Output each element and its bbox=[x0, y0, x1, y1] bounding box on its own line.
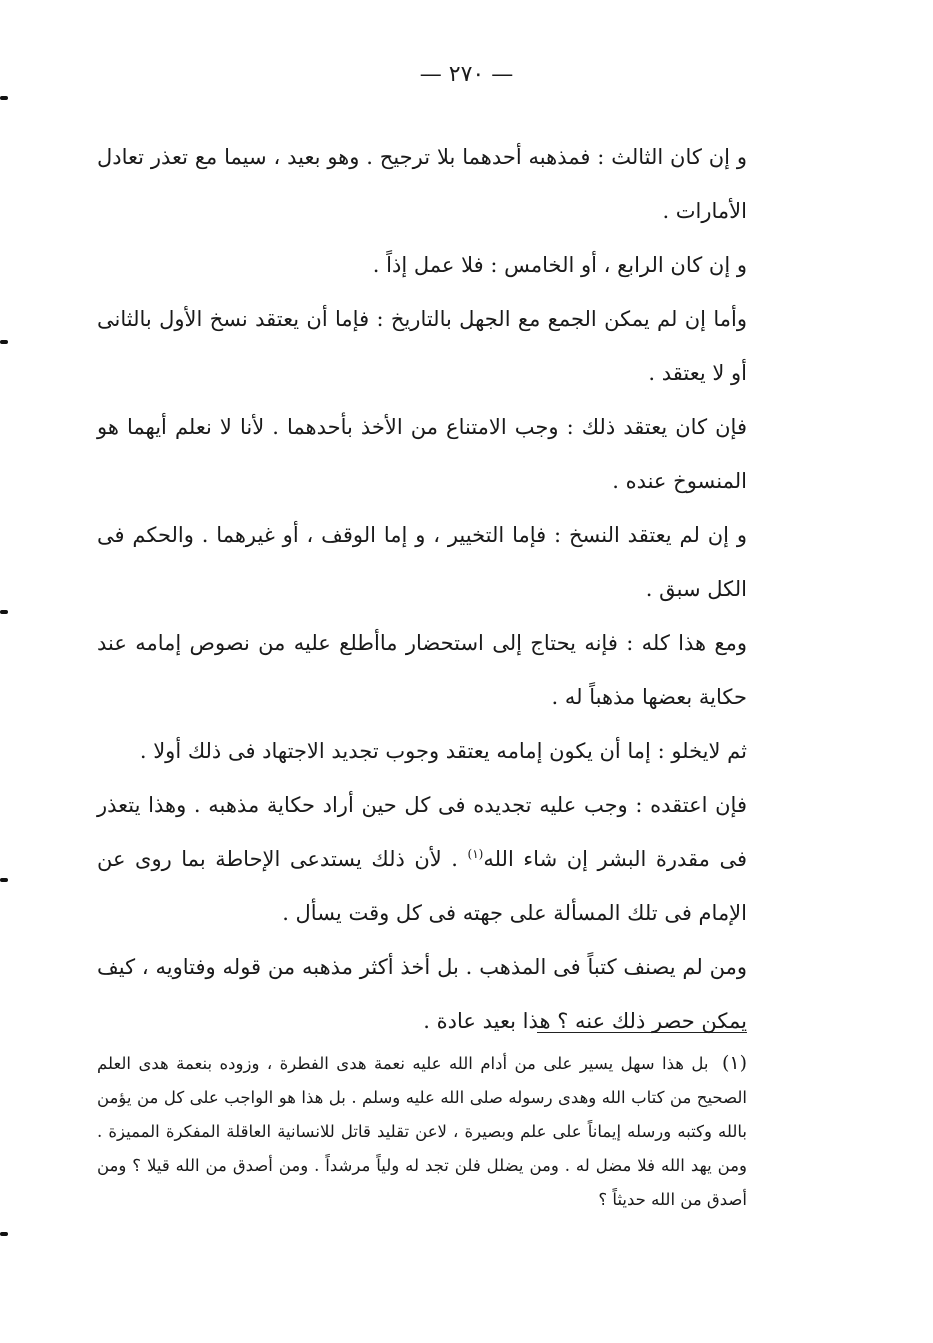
paragraph-7: ثم لايخلو : إما أن يكون إمامه يعتقد وجوب تجديد الاجتهاد فى ذلك أولا . bbox=[139, 739, 747, 763]
paragraph-8 bbox=[97, 778, 747, 940]
scan-edge-mark bbox=[0, 878, 8, 882]
scan-edge-mark bbox=[0, 96, 8, 100]
paragraph-5: و إن لم يعتقد النسخ : فإما التخيير ، و إما الوقف ، أو غيرهما . والحكم فى الكل سبق . bbox=[97, 523, 747, 601]
body-text bbox=[97, 130, 747, 1048]
page-number: — ٢٧٠ — bbox=[419, 62, 514, 87]
footnote-marker: (١) bbox=[721, 1052, 748, 1074]
footnote-text: بل هذا سهل يسير على من أدام الله عليه نعمة هدى الفطرة ، وزوده بنعمة هدى العلم الصحيح من كتاب الله وهدى رسوله صلى الله عليه وسلم . بل هذا هو الواجب على كل من يؤمن بالله وكتبه ورسله إيماناً على علم وبصيرة ، لاعن تقليد قاتل للانسانية العاقلة المفكرة المميزة . ومن يهد الله فلا مضل له . ومن يضلل فلن تجد له ولياً مرشداً . ومن أصدق من الله قيلا ؟ ومن أصدق من الله حديثاً ؟ bbox=[97, 1054, 747, 1209]
footnote-reference: (١) bbox=[467, 847, 484, 861]
scan-edge-mark bbox=[0, 1232, 8, 1236]
footnote-1 bbox=[97, 1046, 747, 1217]
scan-edge-mark bbox=[0, 340, 8, 344]
paragraph-2: و إن كان الرابع ، أو الخامس : فلا عمل إذاً . bbox=[372, 253, 747, 277]
paragraph-6: ومع هذا كله : فإنه يحتاج إلى استحضار ماأطلع عليه من نصوص إمامه عند حكاية بعضها مذهباً له . bbox=[97, 631, 747, 709]
paragraph-3: وأما إن لم يمكن الجمع مع الجهل بالتاريخ : فإما أن يعتقد نسخ الأول بالثانى أو لا يعتقد . bbox=[97, 307, 747, 385]
paragraph-4: فإن كان يعتقد ذلك : وجب الامتناع من الأخذ بأحدهما . لأنا لا نعلم أيهما هو المنسوخ عنده . bbox=[97, 415, 747, 493]
paragraph-1: و إن كان الثالث : فمذهبه أحدهما بلا ترجيح . وهو بعيد ، سيما مع تعذر تعادل الأمارات . bbox=[97, 145, 747, 223]
scan-edge-mark bbox=[0, 610, 8, 614]
paragraph-8-after: . لأن ذلك يستدعى الإحاطة بما روى عن الإمام فى تلك المسألة على جهته فى كل وقت يسأل . bbox=[97, 847, 747, 925]
footnote-divider bbox=[537, 1032, 747, 1033]
footnotes bbox=[97, 1046, 747, 1217]
paragraph-8-before: فإن اعتقده : وجب عليه تجديده فى كل حين أراد حكاية مذهبه . وهذا يتعذر فى مقدرة البشر إن شاء الله bbox=[97, 793, 747, 871]
paragraph-9: ومن لم يصنف كتباً فى المذهب . بل أخذ أكثر مذهبه من قوله وفتاويه ، كيف يمكن حصر ذلك عنه ؟ هذا بعيد عادة . bbox=[97, 955, 747, 1033]
